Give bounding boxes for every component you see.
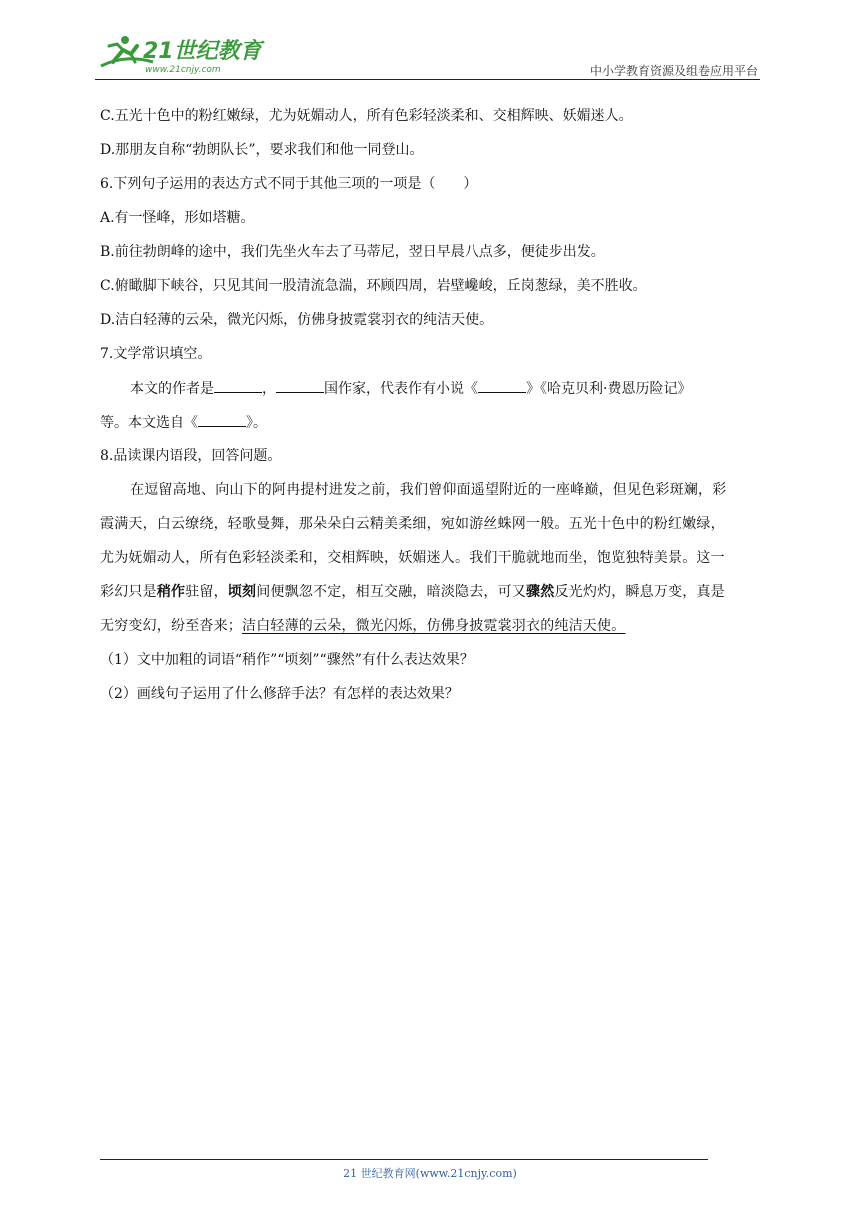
- q7-stem: 7.文学常识填空。: [100, 346, 212, 362]
- platform-name: 中小学教育资源及组卷应用平台: [589, 64, 758, 78]
- q7-text: 》。: [246, 415, 267, 431]
- q5-option-c: C.五光十色中的粉红嫩绿，尤为妩媚动人，所有色彩轻淡柔和、交相辉映、妖媚迷人。: [100, 108, 633, 124]
- q7-text: 等。本文选自《: [100, 415, 198, 431]
- q8-sub-2: （2）画线句子运用了什么修辞手法？有怎样的表达效果？: [100, 686, 459, 702]
- q7-text: ，: [262, 381, 276, 397]
- q7-fill-line-2: [100, 412, 765, 446]
- bold-word: 顷刻: [227, 584, 257, 600]
- q6-option-c: C.俯瞰脚下峡谷，只见其间一股清流急湍，环顾四周，岩壁巉峻，丘岗葱绿，美不胜收。: [100, 278, 647, 294]
- q8-sub-1: （1）文中加粗的词语“稍作”“顷刻”“骤然”有什么表达效果？: [100, 652, 474, 668]
- q6-option-d: D.洁白轻薄的云朵，微光闪烁，仿佛身披霓裳羽衣的纯洁天使。: [100, 312, 494, 328]
- passage-line-4: [100, 582, 765, 616]
- answer-blank[interactable]: [214, 378, 262, 393]
- answer-blank[interactable]: [478, 378, 526, 393]
- q6-option-a: A.有一怪峰，形如塔糖。: [100, 210, 255, 226]
- footer-divider: [100, 1159, 708, 1160]
- q5-option-d: D.那朋友自称“勃朗队长”，要求我们和他一同登山。: [100, 142, 424, 158]
- passage-line-2: 霞满天，白云缭绕，轻歌曼舞，那朵朵白云精美柔细，宛如游丝蛛网一般。五光十色中的粉红嫩绿，: [100, 516, 725, 532]
- footer-text: 21 世纪教育网(www.21cnjy.com): [343, 1167, 517, 1180]
- passage-text: 间便飘忽不定，相互交融，暗淡隐去，可又: [256, 584, 527, 600]
- q6-option-b: B.前往勃朗峰的途中，我们先坐火车去了马蒂尼，翌日早晨八点多，便徒步出发。: [100, 244, 605, 260]
- passage-text: 无穷变幻，纷至沓来；: [100, 618, 242, 634]
- answer-blank[interactable]: [276, 378, 324, 393]
- header-divider: [95, 79, 760, 80]
- q8-stem: 8.品读课内语段，回答问题。: [100, 448, 282, 464]
- logo-runner-icon: [95, 32, 265, 76]
- bold-word: 骤然: [526, 584, 555, 600]
- q7-text: 本文的作者是: [130, 381, 214, 397]
- passage-text: 彩幻只是: [100, 584, 157, 600]
- svg-text:21世纪教育: 21世纪教育: [143, 39, 262, 64]
- passage-text: 反光灼灼，瞬息万变，真是: [554, 584, 725, 600]
- underlined-sentence: 洁白轻薄的云朵，微光闪烁，仿佛身披霓裳羽衣的纯洁天使。: [242, 618, 626, 634]
- q7-text: 》《哈克贝利·费恩历险记》: [526, 381, 692, 397]
- passage-line-3: 尤为妩媚动人，所有色彩轻淡柔和，交相辉映，妖媚迷人。我们干脆就地而坐，饱览独特美景。这一: [100, 550, 725, 566]
- q6-stem: 6.下列句子运用的表达方式不同于其他三项的一项是（ ）: [100, 176, 478, 192]
- bold-word: 稍作: [156, 584, 186, 600]
- q7-fill-line-1: [100, 378, 765, 412]
- passage-line-1: 在逗留高地、向山下的阿冉提村进发之前，我们曾仰面遥望附近的一座峰巅，但见色彩斑斓，彩: [130, 482, 727, 498]
- q7-text: 国作家，代表作有小说《: [324, 381, 478, 397]
- passage-text: 驻留，: [185, 584, 228, 600]
- question-content: [100, 106, 765, 718]
- page-header: [95, 28, 760, 80]
- answer-blank[interactable]: [198, 412, 246, 427]
- site-logo: [95, 32, 265, 76]
- passage-line-5: [100, 616, 765, 650]
- svg-text:www.21cnjy.com: www.21cnjy.com: [145, 65, 221, 75]
